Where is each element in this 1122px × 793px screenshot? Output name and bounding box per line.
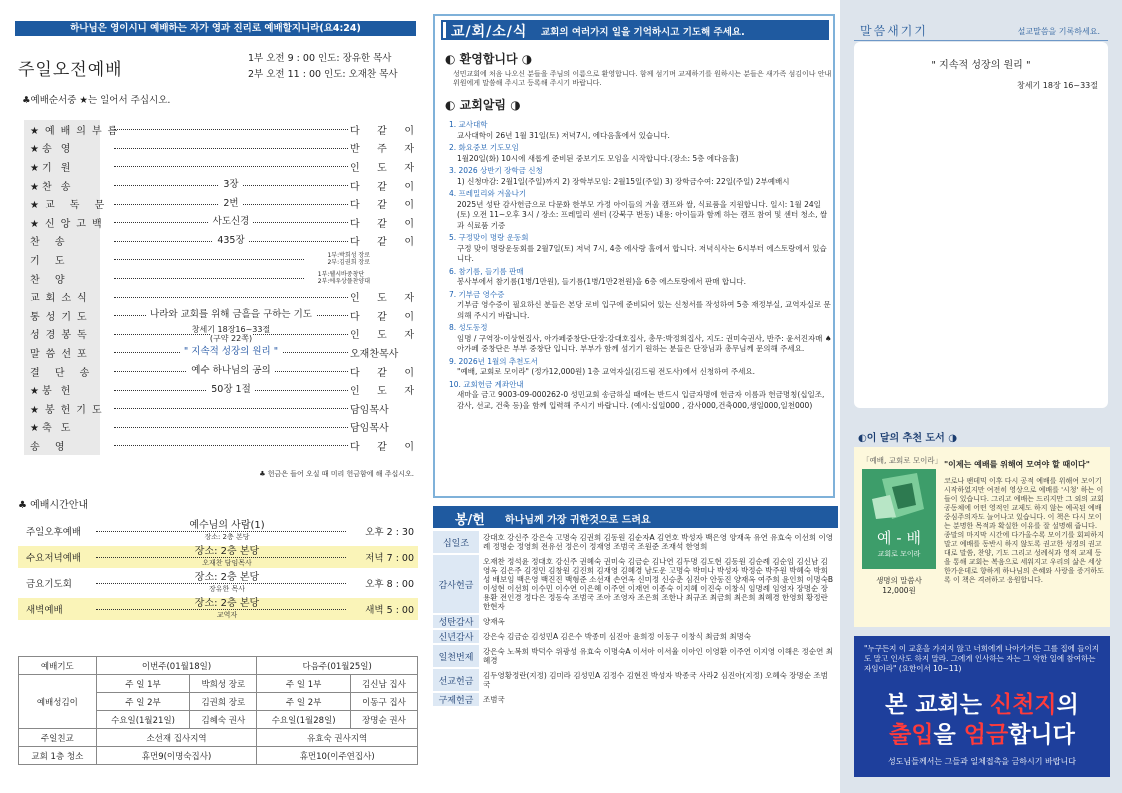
order-row (24, 120, 414, 139)
order-detail-text: 2번 (219, 198, 242, 209)
order-detail (114, 347, 348, 357)
book-caption: 「예배, 교회로 모이라」 (862, 456, 943, 465)
scripture-banner: 하나님은 영이시니 예배하는 자가 영과 진리로 예배할지니라(요4:24) (15, 21, 416, 36)
roster-cell: 주 일 1부 (257, 675, 351, 693)
sermon-notes-heading: 말씀새기기 (860, 24, 928, 38)
order-responder: 담임목사 (350, 423, 389, 435)
schedule-list (18, 520, 418, 624)
order-row (24, 213, 414, 232)
banner-line1 (854, 686, 1110, 719)
notice-title: 2. 화요중보 기도모임 (449, 143, 519, 152)
order-row (24, 250, 414, 269)
order-row (24, 306, 414, 325)
banner-text: 의 (1056, 692, 1079, 718)
order-label: ★교 독 문 (24, 194, 100, 213)
notice-body: 1월20일(화) 10시에 새롭게 준비된 중보기도 모임을 시작합니다.(장소: 5층 에다음홀) (457, 153, 739, 163)
roster-cell: 김권희 장로 (190, 693, 257, 711)
schedule-heading: ♣ 예배시간안내 (18, 500, 89, 511)
left-column (0, 0, 430, 793)
church-news-box (433, 14, 835, 498)
offering-row (433, 531, 838, 553)
order-responder: 담임목사 (350, 404, 389, 416)
schedule-row (18, 546, 418, 568)
order-detail-text: 나라와 교회를 위해 금흘을 구하는 기도 (146, 309, 316, 320)
order-label: 결 단 송 (24, 362, 100, 381)
order-responder: 다 같 이 (350, 125, 414, 137)
order-row (24, 325, 414, 344)
notice-body: 봉사부에서 참기름(1병/1만원), 들기름(1병/1만2천원)을 6층 에스토랑에서 판매 합니다. (457, 277, 747, 286)
order-pair-line: 2부:김권희 장로 (327, 259, 370, 267)
book-cover-subtitle: 교회로 모이라 (877, 550, 921, 558)
notice-title: 6. 참기름, 들기름 판매 (449, 266, 524, 276)
order-detail-line: 창세기 18장16~33절 (191, 324, 271, 334)
offering-type: 신년감사 (433, 630, 479, 643)
order-responder: 반 주 자 (350, 144, 414, 156)
notice-body: 교사대학이 26년 1월 31일(토) 저녁7시, 에다음홀에서 있습니다. (457, 130, 670, 140)
offering-type: 성탄감사 (433, 615, 479, 628)
service-roster-table (18, 656, 418, 765)
order-row (24, 269, 414, 288)
order-label: 성경봉독 (24, 325, 100, 344)
notice-item (449, 120, 833, 141)
middle-column (430, 0, 840, 793)
offering-note: ♣ 헌금은 들어 오실 때 미리 헌금함에 해 주십시오. (259, 470, 414, 478)
roster-cell: 수요일(1월21일) (96, 711, 190, 729)
offering-names: 김두영황정란(지정) 김미라 김성민A 김정수 김현진 박성자 박종국 사라2 심진아(지정) 오혜숙 장명순 조범국 (483, 671, 828, 689)
schedule-name: 주일오후예배 (26, 527, 82, 538)
schedule-row (18, 572, 418, 594)
roster-cell: 휴먼10(이주연집사) (257, 747, 418, 765)
roster-cell: 주 일 1부 (96, 675, 190, 693)
order-row (24, 362, 414, 381)
roster-cell: 장명순 권사 (350, 711, 417, 729)
offering-row (433, 693, 838, 706)
banner-text: 본 교회는 (885, 692, 990, 718)
roster-cell: 수요일(1월28일) (257, 711, 351, 729)
roster-label: 교회 1층 청소 (19, 747, 97, 765)
roster-cell: 이동구 집사 (350, 693, 417, 711)
notice-title: 1. 교사대학 (449, 120, 488, 129)
order-responder: 다 같 이 (350, 181, 414, 193)
offering-row (433, 555, 838, 613)
order-pair-line: 2부:에우상플찬양대 (317, 278, 370, 286)
order-detail (114, 366, 348, 376)
notice-item (449, 380, 833, 412)
notice-title: 5. 구정맞이 명랑 운동회 (449, 233, 529, 242)
order-label: ★봉 헌 (24, 380, 100, 399)
order-label: 기 도 (24, 250, 100, 269)
order-detail (114, 199, 348, 209)
order-detail-text: 435장 (213, 235, 248, 246)
order-detail-text: 사도신경 (209, 216, 254, 227)
schedule-main: 예수님의 사람(1) (186, 520, 267, 531)
roster-cell: 유효숙 권사지역 (257, 729, 418, 747)
order-label: 찬 양 (24, 269, 100, 288)
order-responder: 다 같 이 (350, 200, 414, 212)
order-label: 찬 송 (24, 232, 100, 251)
second-service-time: 2부 오전 11 : 00 인도: 오재찬 목사 (248, 69, 398, 80)
order-row (24, 343, 414, 362)
offering-names: 오재찬 정석윤 정대호 강신주 권혜숙 권미숙 김금순 김나연 김두명 김도현 김동원 김순례 김순임 김신남 김영옥 김은주 김정민 김창원 김진희 김재영 김혜경 남도운 고명숙 박미나 박성자 박정순 박주원 박혜숙 박희성 배보임 백은영 백진진 백형준 소선재 손연옥 신미정 신승춘 심진아 안동진 양재옥 여주희 윤인희 이명숙B 이성현 이선희 이수민 이수연 이은혜 이주연 이재연 이종숙 이지혜 이진숙 이창식 임명례 임영자 장명순 장용환 전인경 정다은 정동숙 조범국 조아 조영자 조은희 조한나 최규조 최금희 최은희 최혜경 한영희 황정란 한현자 (483, 557, 834, 611)
order-responder: 다 같 이 (350, 441, 414, 453)
notice-title: 8. 성도동정 (449, 323, 488, 332)
news-title: 교/회/소/식 (451, 24, 528, 40)
order-label: 말씀선포 (24, 343, 100, 362)
notice-body: 임명 / 구역장-이상현집사, 아가페중창단-단장:강대호집사, 총무:박정희집사, 지도: 권미숙권사, 반주: 윤서진자매 ♠ 아가페 중창단은 부부 중창단 입니다. 부부가 함께 섬기기 원하는 분들은 단장님과 총무님께 문의해 주세요. (457, 333, 832, 353)
schedule-time: 오후 2 : 30 (365, 527, 414, 538)
notice-body: 1) 신청마감: 2월1일(주일)까지 2) 장학부모임: 2월15일(주일) 3) 장학금수여: 22일(주일) 2부예배시 (457, 176, 790, 186)
book-price (862, 576, 936, 596)
leader-dots (114, 408, 348, 409)
book-description: 코로나 팬데믹 이후 다시 공적 예배를 위해여 모이기 시작하였지만 여전히 영상으로 예배를 '시청' 하는 이들이 있습니다. 그리고 예배는 드리지만 그 외의 교회공동체에 어떤 영적인 교제도 하지 않는 예곡된 예배중심주의자도 늘어나고 있습니다. 이 책은 다시 모이는 분명한 목적과 확실한 이유를 잘 설명해 줍니다. 종말의 마지막 시간에 다가올수록 모이기를 회피하지 말고 예배를 동반시 하지 않도록 권고한 성경의 권고대로 말씀, 찬양, 기도 그리고 성례식과 영적 교제 등을 통해 교회는 복음으로 세워지고 우리의 삶은 세상 한가운데로 향하게 하나님의 은혜와 사랑을 증거하도록 이 책은 격려하고 응원합니다. (944, 477, 1104, 584)
roster-cell: 휴먼9(이명숙집사) (96, 747, 257, 765)
order-responder: 다 같 이 (350, 311, 414, 323)
sermon-title: " 지속적 성장의 원리 " (931, 60, 1031, 71)
schedule-name: 수요저녁예배 (26, 553, 82, 564)
roster-cell: 주 일 2부 (257, 693, 351, 711)
service-title: 주일오전예배 (18, 60, 123, 80)
service-times (248, 51, 398, 83)
order-detail-text: " 지속적 성장의 원리 " (180, 346, 282, 357)
offering-type: 구제헌금 (433, 693, 479, 706)
order-row (24, 418, 414, 437)
notice-body: 2025년 성탄 감사헌금으로 다문화 한부모 가정 아이들의 겨울 캠프와 쌀, 식료품을 지원합니다. 일시: 1월 24일(토) 오전 11~오후 3시 / 장소: 프레밀리 센터 (강북구 번동) 내용: 아이들과 함께 하는 캠프 참여 및 센터 청소, 쌀과 식료품 기증 (457, 199, 828, 230)
order-detail (114, 325, 348, 343)
order-label: ★기 원 (24, 157, 100, 176)
right-column (840, 0, 1122, 793)
schedule-main: 장소: 2층 본당 (192, 572, 262, 583)
book-heading: ◐이 달의 추천 도서 ◑ (858, 433, 957, 444)
worship-order (24, 120, 414, 455)
order-detail (114, 217, 348, 227)
first-service-time: 1부 오전 9 : 00 인도: 장유한 목사 (248, 53, 392, 64)
order-label: 송 영 (24, 436, 100, 455)
roster-label: 주일친교 (19, 729, 97, 747)
order-row (24, 380, 414, 399)
schedule-time: 오후 8 : 00 (365, 579, 414, 590)
schedule-main: 장소: 2층 본당 (192, 546, 262, 557)
leader-dots (114, 259, 304, 260)
order-responder: 오재찬목사 (350, 348, 399, 360)
offering-type: 십일조 (433, 531, 479, 553)
book-box (854, 447, 1110, 627)
order-label: 통성기도 (24, 306, 100, 325)
order-row (24, 287, 414, 306)
order-row (24, 399, 414, 418)
offering-subtitle: 하나님께 가장 귀한것으로 드려요 (505, 515, 651, 526)
sermon-notes-hint: 설교말씀을 기록하세요. (1017, 27, 1100, 36)
book-cover-graphic-icon (862, 469, 936, 525)
leader-dots (114, 445, 348, 446)
welcome-text: 성민교회에 처음 나오신 분들을 주님의 이름으로 환영합니다. 함께 섬기며 교제하기를 원하시는 분들은 새가족 섬김이나 안내위원에게 말씀해 주시고 등록해 주시기 바랍니다. (453, 70, 832, 87)
banner-text: 신천지 (990, 692, 1057, 718)
offering-row (433, 630, 838, 643)
banner-text: 을 (933, 722, 964, 748)
order-detail-text: 50장 1절 (207, 384, 255, 395)
notice-item (449, 166, 833, 187)
order-responder: 인 도 자 (350, 330, 414, 342)
notice-title: 9. 2026년 1월의 추천도서 (449, 356, 538, 366)
order-row (24, 176, 414, 195)
order-responder: 인 도 자 (350, 386, 414, 398)
leader-dots (114, 129, 348, 130)
schedule-detail (108, 572, 346, 595)
schedule-detail (108, 520, 346, 543)
roster-cell: 주 일 2부 (96, 693, 190, 711)
offering-type: 선교헌금 (433, 669, 479, 691)
order-pair (318, 271, 370, 285)
notice-list (449, 120, 833, 413)
banner-line2 (854, 716, 1110, 749)
welcome-heading: ◐ 환영합니다 ◑ (445, 52, 533, 66)
sermon-notes-box (854, 42, 1108, 408)
offering-names: 강은숙 노복희 박덕수 위광성 유효숙 이명숙A 이서아 이서율 이아인 이영환 이주연 이지영 이해은 정순연 최혜경 (483, 647, 834, 665)
banner-text: 엄금 (963, 722, 1009, 748)
schedule-row (18, 598, 418, 620)
news-subtitle: 교회의 여러가지 일을 기억하시고 기도해 주세요. (541, 27, 745, 38)
order-responder: 다 같 이 (350, 237, 414, 249)
book-publisher: 생명의 말씀사 (876, 576, 922, 585)
notice-item (449, 189, 833, 231)
schedule-sub: 오재찬 담임목사 (202, 558, 252, 567)
order-pair (327, 252, 370, 266)
news-header (441, 20, 829, 40)
roster-cell: 김신남 집사 (350, 675, 417, 693)
sermon-reference: 창세기 18장 16~33절 (1017, 81, 1098, 90)
notice-heading: ◐ 교회알림 ◑ (445, 98, 521, 112)
order-detail-line: (구약 22쪽) (209, 333, 253, 343)
notice-item (449, 267, 833, 288)
offering-list (433, 531, 838, 708)
offering-names: 양재옥 (483, 617, 505, 626)
book-cost: 12,000원 (882, 586, 916, 595)
order-label: ★예배의부름 (24, 120, 100, 139)
order-row (24, 139, 414, 158)
order-row (24, 232, 414, 251)
notice-title: 7. 기부금 영수증 (449, 289, 505, 299)
order-responder: 인 도 자 (350, 293, 414, 305)
order-row (24, 194, 414, 213)
banner-verse: "누구든지 이 교훈을 가지지 않고 너희에게 나아가거든 그를 집에 들이지도 말고 인사도 하지 말라. 그에게 인사하는 자는 그 악한 일에 참여하는 자임이라" (요한이서 10~11) (864, 644, 1100, 673)
roster-header: 이번주(01월18일) (96, 657, 257, 675)
order-label: 교회소식 (24, 287, 100, 306)
order-row (24, 157, 414, 176)
banner-footer: 성도님들께서는 그들과 일체접촉을 금하시기 바랍니다 (888, 757, 1076, 766)
roster-header: 다음주(01월25일) (257, 657, 418, 675)
offering-header (433, 506, 838, 528)
notice-item (449, 290, 833, 322)
notice-item (449, 143, 833, 164)
order-pair-line: 1부:웰시바중창단 (317, 271, 365, 279)
schedule-name: 금요기도회 (26, 579, 72, 590)
notice-title: 4. 프레밀리와 겨울나기 (449, 189, 527, 198)
order-pair-line: 1부:박희성 장로 (327, 252, 370, 260)
order-detail (114, 310, 348, 320)
schedule-time: 저녁 7 : 00 (365, 553, 414, 564)
notice-title: 3. 2026 상반기 장학금 신청 (449, 166, 543, 175)
offering-type: 일천번제 (433, 645, 479, 667)
order-detail (114, 236, 348, 246)
notice-title: 10. 교회헌금 계좌안내 (449, 379, 524, 389)
offering-names: 강은숙 김금순 김성민A 김은수 박종미 심진아 윤희정 이동구 이창식 최금희 최명숙 (483, 632, 752, 641)
header-bar-icon (443, 22, 446, 38)
order-detail-text: 예수 하나님의 공의 (187, 365, 274, 376)
order-responder: 다 같 이 (350, 218, 414, 230)
roster-header: 예배기도 (19, 657, 97, 675)
schedule-detail (108, 546, 346, 569)
notice-body: 구정 맞이 명랑운동회를 2월7일(토) 저녁 7시, 4층 에사랑 홀에서 합니다. 저녁식사는 6시부터 에스토랑에서 있습니다. (457, 243, 827, 263)
warning-banner (854, 636, 1110, 777)
offering-type: 감사헌금 (433, 555, 479, 613)
schedule-name: 새벽예배 (26, 605, 63, 616)
schedule-row (18, 520, 418, 542)
schedule-sub: 장유한 목사 (208, 584, 246, 593)
order-detail (114, 180, 348, 190)
order-label: ★찬 송 (24, 176, 100, 195)
leader-dots (114, 297, 348, 298)
offering-row (433, 669, 838, 691)
divider (854, 40, 1108, 41)
book-cover-image (862, 469, 936, 569)
offering-title: 봉/헌 (455, 513, 485, 528)
order-responder: 다 같 이 (350, 367, 414, 379)
order-responder: 인 도 자 (350, 162, 414, 174)
schedule-sub: 교역자 (216, 610, 238, 619)
leader-dots (114, 166, 348, 167)
schedule-sub: 장소: 2층 본당 (204, 532, 250, 541)
roster-cell: 김혜숙 권사 (190, 711, 257, 729)
book-cover-title: 예 - 배 (877, 529, 921, 547)
schedule-main: 장소: 2층 본당 (192, 598, 262, 609)
roster-cell: 소선재 집사지역 (96, 729, 257, 747)
banner-text: 합니다 (1008, 722, 1075, 748)
order-row (24, 436, 414, 455)
notice-body: 기부금 영수증이 필요하신 분들은 본당 로비 입구에 준비되어 있는 신청서를 작성하여 5층 재정부실, 교역자실로 문의해 주시기 바랍니다. (457, 300, 831, 320)
book-quote: "이제는 예배를 위해여 모여야 할 때이다" (944, 460, 1090, 469)
order-label: ★봉헌기도 (24, 399, 100, 418)
offering-row (433, 615, 838, 628)
roster-cell: 박희성 장로 (190, 675, 257, 693)
leader-dots (114, 148, 348, 149)
notice-body: 새마을 금고 9003-09-000262-0 성민교회 송금하실 때에는 반드시 입금자명에 헌금자 이름과 헌금명칭(십일조, 감사, 선교, 건축 등)을 함께 입력해 주시기 바랍니다. (예시:십일000 , 감사000,건축000,생일000,일천000) (457, 390, 825, 410)
schedule-time: 새벽 5 : 00 (365, 605, 414, 616)
offering-row (433, 645, 838, 667)
notice-body: "예배, 교회로 모이라" (정가12,000원) 1층 교역자실(김드림 전도사)에서 신청하여 주세요. (457, 367, 756, 376)
order-label: ★신앙고백 (24, 213, 100, 232)
order-note: ♣예배순서중 ★는 일어서 주십시오. (22, 95, 171, 106)
offering-names: 조범국 (483, 695, 505, 704)
schedule-detail (108, 598, 346, 621)
notice-item (449, 233, 833, 265)
order-detail-text: 3장 (219, 179, 242, 190)
order-detail (114, 385, 348, 395)
order-label: ★송 영 (24, 139, 100, 158)
notice-item (449, 357, 833, 378)
offering-names: 강대호 강신주 강은숙 고명숙 김권희 김동원 김순자A 김연호 박성자 백은영 양재옥 유연 유효숙 이선희 이영례 정명순 정영희 전유선 정은이 정재영 조범국 조원준 조재석 한영희 (483, 533, 834, 551)
leader-dots (114, 278, 304, 279)
leader-dots (114, 427, 348, 428)
roster-label: 예배성김이 (19, 675, 97, 729)
order-label: ★축 도 (24, 418, 100, 437)
banner-text: 출입 (889, 722, 934, 748)
notice-item (449, 323, 833, 355)
